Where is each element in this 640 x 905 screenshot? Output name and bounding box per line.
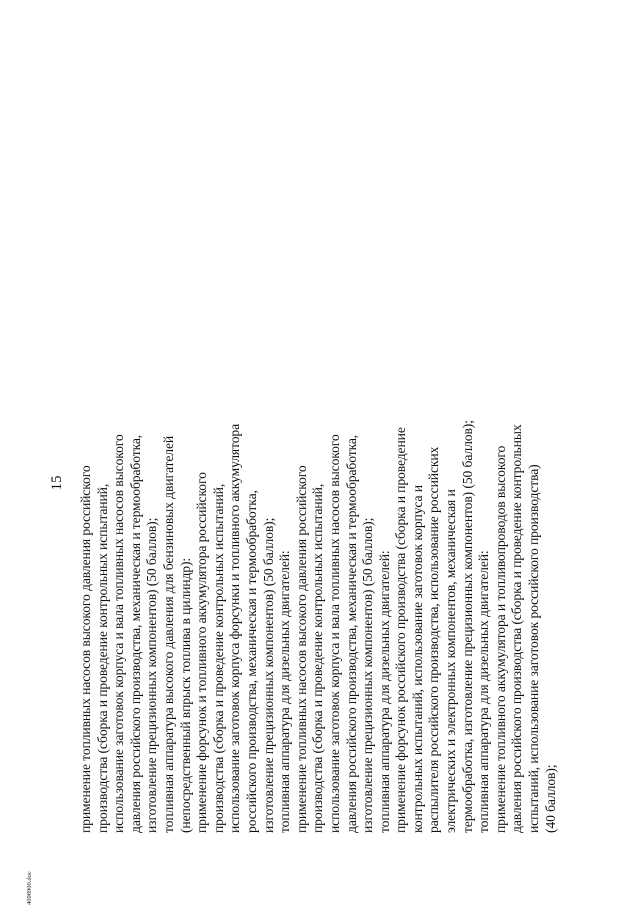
text-line: производства (сборка и проведение контрольных испытаний, (310, 483, 326, 833)
text-line: применение форсунок российского производства (сборка и проведение (393, 427, 409, 833)
text-line: использование заготовок корпуса форсунки и топливного аккумулятора (227, 423, 243, 833)
text-line: использование заготовок корпуса и вала топливных насосов высокого (111, 434, 127, 833)
text-line: производства (сборка и проведение контрольных испытаний, (210, 483, 226, 833)
text-line: испытаний, использование заготовок российского производства) (526, 464, 542, 833)
text-line: топливная аппаратура высокого давления для бензиновых двигателей (160, 435, 176, 833)
text-line: российского производства, механическая и термообработка, (243, 490, 259, 833)
text-line: давления российского производства (сборка и проведение контрольных (509, 424, 525, 833)
page-number: 15 (49, 475, 65, 491)
text-line: топливная аппаратура для дизельных двигателей: (376, 550, 392, 833)
footer-file-code: 4098900.doc (26, 871, 33, 905)
text-line: изготовление прецизионных компонентов) (50 баллов); (260, 517, 276, 833)
text-line: электрических и электронных компонентов, механическая и (443, 489, 459, 833)
text-line: распылителя российского производства, использование российских (426, 446, 442, 833)
text-line: производства (сборка и проведение контрольных испытаний, (94, 483, 110, 833)
text-line: топливная аппаратура для дизельных двигателей: (476, 550, 492, 833)
text-line: изготовление прецизионных компонентов) (50 баллов); (144, 517, 160, 833)
text-line: применение топливных насосов высокого давления российского (78, 465, 93, 833)
text-line: изготовление прецизионных компонентов) (50 баллов); (360, 517, 376, 833)
text-line: применение форсунок и топливного аккумулятора российского (194, 472, 210, 833)
text-line: давления российского производства, механическая и термообработка, (343, 434, 359, 833)
text-line: термообработка, изготовление прецизионных компонентов) (50 баллов); (459, 420, 475, 833)
document-page (48, 123, 568, 843)
text-line: давления российского производства, механическая и термообработка, (127, 434, 143, 833)
text-line: (непосредственный впрыск топлива в цилиндр): (177, 557, 193, 833)
text-line: (40 баллов); (542, 764, 558, 833)
text-line: использование заготовок корпуса и вала топливных насосов высокого (326, 434, 342, 833)
text-line: применение топливного аккумулятора и топливопроводов высокого (492, 445, 508, 833)
document-body (78, 133, 559, 833)
text-line: применение топливных насосов высокого давления российского (293, 465, 309, 833)
text-line: топливная аппаратура для дизельных двигателей: (277, 550, 293, 833)
text-line: контрольных испытаний, использование заготовок корпуса и (409, 485, 425, 833)
